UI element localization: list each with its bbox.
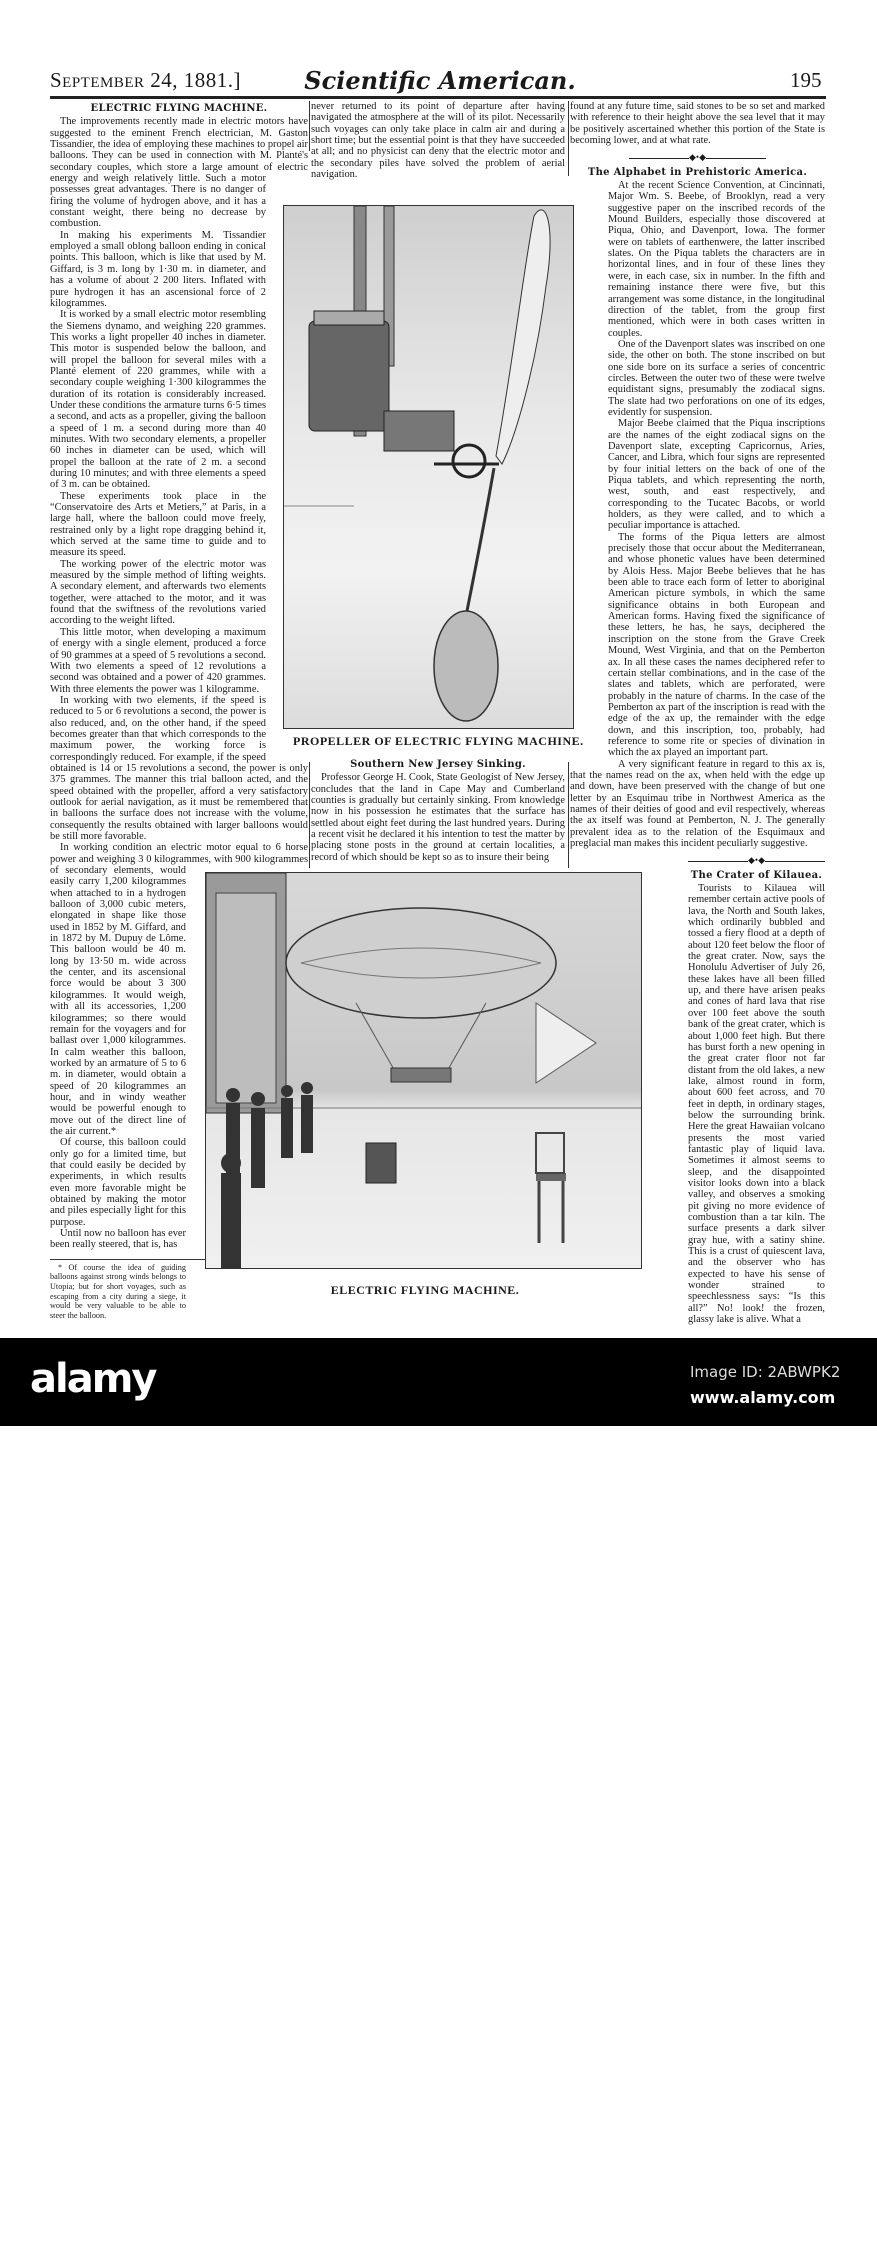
article-heading-electric-flying-machine: ELECTRIC FLYING MACHINE. <box>90 103 268 114</box>
section-ornament: ◆•◆ <box>570 152 825 163</box>
paragraph: These experiments took place in the “Conservatoire des Arts et Metiers,” at Paris, in a large hall, where the balloon could move freely, restrained only by a light rope dragging behind it, which served at the same time to guide and to measure its speed. <box>50 490 266 559</box>
flying-machine-illustration <box>205 872 642 1269</box>
paragraph: The forms of the Piqua letters are almost precisely those that occur about the Mediterranean, and whose phonetic values have been determined by Alois Hess. Major Beebe believes that he has been able to trace each form of letter to aboriginal American picture symbols, in which the same significance obtains in both European and American forms. Having fixed the significance of these letters, he has, he says, deciphered the inscription on the stone from the Grave Creek Mound, West Virginia, and that on the Pemberton ax. In all these cases the names deciphered refer to certain stellar combinations, and in the case of the slates and tablets, which are perforated, were probably in the nature of charms. In the case of the Pemberton ax part of the inscription is read with the edge of the ax up, the remainder with the edge down, and this inscription, too, probably, had reference to some rite or species of divination in which the ax played an important part. <box>608 531 825 759</box>
paragraph-continuation: found at any future time, said stones to be so set and marked with reference to their height above the sea level that it may be positively ascertained whether this portion of the State is becoming lower, and at what rate. <box>570 101 825 147</box>
column-divider <box>309 101 310 151</box>
paragraph: This little motor, when developing a maximum of energy with a single element, produced a force of 90 grammes at a speed of 5 revolutions a second. With two elements a speed of 12 revolutions a second was obtained and a power of 420 grammes. With three elements the power was 1 kilogramme. <box>50 626 266 695</box>
propeller-drawing <box>284 206 573 728</box>
paragraph: The improvements recently made in electric motors have suggested to the eminent French electrician, M. Gaston Tissandier, the idea of employing these machines to propel air balloons. They can be used in connection with M. Planté's secondary couples, which store a large amount of electric energy and weigh relatively little. Such a motor possesses great advantages. There is no danger of firing the volume of hydrogen above, and it has a constant weight, there being no decrease by combustion. <box>50 116 308 230</box>
paragraph: Of course, this balloon could only go for a limited time, but that could easily be decided by experiments, in which results even more favorable might be obtained by making the motor and piles especially light for this purpose. <box>50 1137 186 1228</box>
watermark-banner <box>0 1338 877 1426</box>
alamy-logo: alamy <box>30 1356 156 1402</box>
paragraph: Professor George H. Cook, State Geologist of New Jersey, concludes that the land in Cape May and Cumberland counties is gradually but certainly sinking. From knowledge now in his possession he estimates that the surface has settled about eight feet during the last hundred years. During a recent visit he declared it his intention to test the matter by placing stone posts in the ground at certain localities, a record of which should be kept so as to insure their being <box>311 772 565 863</box>
article-heading-new-jersey: Southern New Jersey Sinking. <box>350 759 526 770</box>
flying-machine-drawing <box>206 873 641 1268</box>
flying-machine-caption: ELECTRIC FLYING MACHINE. <box>330 1283 520 1297</box>
paragraph-continuation: never returned to its point of departure after having navigated the atmosphere at the will of its pilot. Necessarily such voyages can only take place in calm air and during a short time; but the essential point is that they have succeeded at all; and no physicist can deny that the electric motor and the secondary piles have solved the problem of aerial navigation. <box>311 101 565 181</box>
paragraph: It is worked by a small electric motor resembling the Siemens dynamo, and weighing 220 grammes. This works a light propeller 40 inches in diameter. This motor is suspended below the balloon, and will propel the balloon for several miles with a Planté element of 220 grammes, while with a secondary couple weighing 1·300 kilogrammes the duration of its rotation is considerably increased. Under these conditions the armature turns 6·5 times a second, and acts as a propeller, giving the balloon a speed of 1 m. a second during more than 40 minutes. With two secondary elements, a propeller 60 inches in diameter can be used, which will propel the balloon at the rate of 2 m. a second during 10 minutes; and with three elements a speed of 3 m. can be obtained. <box>50 309 266 491</box>
issue-date: September 24, 1881.] <box>50 68 242 92</box>
paragraph: The working power of the electric motor was measured by the simple method of lifting weights. A secondary element, and afterwards two elements together, were attached to the motor, and it was found that the swiftness of the revolutions varied according to the weight lifted. <box>50 558 266 627</box>
paragraph: Until now no balloon has ever been really steered, that is, has <box>50 1228 186 1251</box>
paragraph: One of the Davenport slates was inscribed on one side, the other on both. The stone inscribed on but one side bore on its surface a series of concentric circles. Between the outer two of these were twelve equidistant signs, presumably the zodiacal signs. The slate had two perforations on one of its edges, evidently for suspension. <box>608 338 825 418</box>
paragraph: Tourists to Kilauea will remember certain active pools of lava, the North and South lakes, which ordinarily bubbled and tossed a fiery flood at a depth of about 120 feet below the floor of the great crater. Now, says the Honolulu Advertiser of July 26, these lakes have all been filled up, and there have arisen peaks and cones of hard lava that rise over 100 feet above the south bank of the great crater, which is about 1,000 feet high. But there has burst forth a new opening in the great crater floor not far distant from the old lakes, a new lake, almost round in form, about 600 feet across, and 70 feet in depth, in ordinary stages, below the surrounding brink. Here the great Hawaiian volcano presents the most varied fantastic play of liquid lava. Sometimes it almost seems to sleep, and the disappointed visitor looks down into a black valley, and observes a smoking pit giving no more evidence of combustion than a tar kiln. The surface presents a dark silver gray hue, with a satiny shine. This is a crust of quiescent lava, and the observer who has expected to have his sense of wonder strained to speechlessness says: “Is this all?” No! look! the frozen, glassy lake is alive. What a <box>688 883 825 1326</box>
image-id: Image ID: 2ABWPK2 <box>690 1363 841 1381</box>
section-ornament: ◆•◆ <box>688 855 825 866</box>
column-2-top <box>311 101 565 180</box>
paragraph: In working with two elements, if the speed is reduced to 5 or 6 revolutions a second, the power is also reduced, and, on the other hand, if the speed becomes greater than that which corresponds to the maximum power, the working force is correspondingly reduced. For example, if the speed obtained is 14 or 15 revolutions a second, the power is only 375 grammes. The manner this trial balloon acted, and the speed obtained with the propeller, afford a very satisfactory outlook for aerial navigation, as it must be remembered that in balloons the surface does not increase with the volume, consequently the results obtained with larger balloons would be still more favorable. <box>50 694 308 842</box>
site-url: www.alamy.com <box>690 1388 836 1407</box>
footnote-text: * Of course the idea of guiding balloons against strong winds belongs to Utopia; but for short voyages, such as escaping from a city during a siege, it would be very valuable to be able to steer the balloon. <box>50 1262 186 1320</box>
page-number: 195 <box>790 68 822 92</box>
column-divider <box>568 101 569 176</box>
column-divider <box>568 762 569 868</box>
paragraph: A very significant feature in regard to this ax is, that the names read on the ax, when held with the edge up and down, have been preserved with the change of but one letter by an Esquimau tribe in Northwest America as the names of their deities of good and evil respectively, whereas the ax itself was found at Pemberton, N. J. The generally prevalent idea as to the relation of the Esquimaux and preglacial man makes this incident peculiarly suggestive. <box>570 758 825 849</box>
column-2-bottom <box>311 757 565 863</box>
propeller-caption: PROPELLER OF ELECTRIC FLYING MACHINE. <box>293 734 584 748</box>
paragraph: In making his experiments M. Tissandier employed a small oblong balloon ending in conical points. This balloon, which is like that used by M. Giffard, is 3 m. long by 1·30 m. in diameter, and has a volume of about 2 200 liters. Inflated with pure hydrogen it has an ascensional force of 2 kilogrammes. <box>50 229 266 309</box>
column-divider <box>309 762 310 868</box>
paragraph: Major Beebe claimed that the Piqua inscriptions are the names of the eight zodiacal signs on the Davenport slate, excepting Capricornus, Aries, Cancer, and Libra, which four signs are represented by four initial letters on the back of one of the Piqua tablets, and which representing the north, west, south, and east respectively, and corresponding to the Tucatec Bacobs, or world holders, as they were called, and to which a peculiar importance is attached. <box>608 418 825 532</box>
paragraph: In working condition an electric motor equal to 6 horse power and weighing 3 0 kilogrammes, with 900 kilogrammes of secondary elements, would easily carry 1,200 kilogrammes when attached to in a hydrogen balloon of 3,000 cubic meters, elongated in shape like those used in 1852 by M. Giffard, and in 1872 by M. Dupuy de Lôme. This balloon would be 40 m. long by 13·50 m. wide across the center, and its ascensional force would be about 3 300 kilogrammes. It would weigh, with all its accessories, 1,200 kilogrammes; so there would remain for the voyagers and for ballast over 1,000 kilogrammes. In calm weather this balloon, worked by an armature of 5 to 6 m. in diameter, would obtain a speed of 20 kilogrammes an hour, and in windy weather would be powerful enough to move out of the direct line of the air current.* <box>50 842 308 1137</box>
propeller-illustration <box>283 205 574 729</box>
header-rule <box>50 96 826 99</box>
publication-title: Scientific American. <box>304 66 576 95</box>
article-heading-alphabet: The Alphabet in Prehistoric America. <box>587 166 808 178</box>
article-heading-kilauea: The Crater of Kilauea. <box>690 869 823 881</box>
paragraph: At the recent Science Convention, at Cincinnati, Major Wm. S. Beebe, of Brooklyn, read a very suggestive paper on the inscribed records of the Mound Builders, especially those discovered at Piqua, Ohio, and Davenport, Iowa. The former were on tablets of earthenwere, the latter inscribed slates. On the Piqua tablets the characters are in horizontal lines, and in four of these lines they were, in each case, six in number. In the fifth and remaining instance there were five, but this arrangement was some distance, in the longitudinal direction of the tablet, from the group first mentioned, which were in both cases written in couples. <box>608 180 825 339</box>
